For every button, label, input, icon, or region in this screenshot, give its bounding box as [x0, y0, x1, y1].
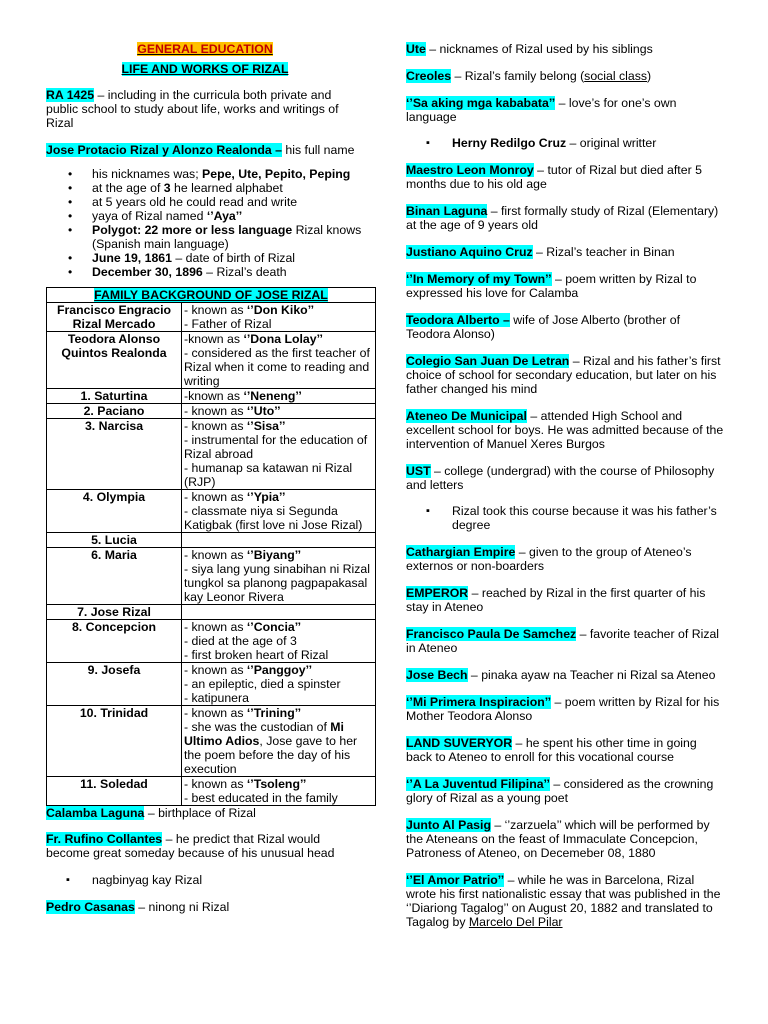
full-name-entry: Jose Protacio Rizal y Alonzo Realonda – his full name — [46, 143, 355, 157]
glossary-entry: Binan Laguna – first formally study of Rizal (Elementary) at the age of 9 years old — [406, 204, 719, 232]
glossary-entry: ‘’In Memory of my Town’’ – poem written by Rizal to expressed his love for Calamba — [406, 272, 697, 300]
table-row — [47, 706, 376, 777]
table-row — [47, 533, 376, 548]
pedro-entry: Pedro Casanas – ninong ni Rizal — [46, 900, 230, 914]
glossary-entry: ‘’A La Juventud Filipina’’ – considered as the crowning glory of Rizal as a young poet — [406, 777, 714, 805]
table-row — [47, 490, 376, 533]
family-member-name: 6. Maria — [47, 548, 182, 605]
family-member-description: - known as ‘’Tsoleng’’ - best educated in the family — [182, 777, 376, 806]
list-item: • at the age of 3 he learned alphabet — [46, 181, 364, 195]
glossary-entry: ‘’El Amor Patrio’’ – while he was in Barcelona, Rizal wrote his first nationalistic essay that was published in the ‘’Diariong Tagalog’’ on August 20, 1882 and translated to Tagalog by Marcelo Del Pilar — [406, 873, 721, 929]
list-item: ▪ nagbinyag kay Rizal — [46, 873, 364, 887]
calamba-entry: Calamba Laguna – birthplace of Rizal — [46, 806, 256, 820]
glossary-entry: Ute – nicknames of Rizal used by his siblings — [406, 42, 653, 56]
glossary-entry: EMPEROR – reached by Rizal in the first quarter of his stay in Ateneo — [406, 586, 706, 614]
table-row — [47, 332, 376, 389]
family-member-name: 10. Trinidad — [47, 706, 182, 777]
family-background-table — [46, 287, 376, 806]
family-member-description — [182, 533, 376, 548]
table-row — [47, 605, 376, 620]
document-title: GENERAL EDUCATION — [137, 42, 273, 56]
family-member-name: Francisco Engracio Rizal Mercado — [47, 303, 182, 332]
family-table-title: FAMILY BACKGROUND OF JOSE RIZAL — [47, 288, 376, 303]
rufino-entry: Fr. Rufino Collantes – he predict that Rizal would become great someday because of his unusual head — [46, 832, 335, 860]
family-member-description: - known as ‘’Trining’’ - she was the custodian of Mi Ultimo Adios, Jose gave to her the poem before the day of his execution — [182, 706, 376, 777]
family-member-description: - known as ‘’Panggoy’’ - an epileptic, died a spinster - katipunera — [182, 663, 376, 706]
glossary-entry: ‘’Mi Primera Inspiracion’’ – poem written by Rizal for his Mother Teodora Alonso — [406, 695, 720, 723]
table-row — [47, 777, 376, 806]
family-member-name: Teodora Alonso Quintos Realonda — [47, 332, 182, 389]
list-item: • at 5 years old he could read and write — [46, 195, 364, 209]
list-item: • Polygot: 22 more or less language Rizal knows (Spanish main language) — [46, 223, 364, 251]
family-member-name: 5. Lucia — [47, 533, 182, 548]
glossary-entry: Junto Al Pasig – ‘’zarzuela’’ which will be performed by the Ateneans on the feast of Immaculate Concepcion, Patroness of Ateneo, on Decemeber 08, 1880 — [406, 818, 710, 860]
glossary-entry: LAND SUVERYOR – he spent his other time in going back to Ateneo to enroll for this vocational course — [406, 736, 697, 764]
family-member-name: 11. Soledad — [47, 777, 182, 806]
list-item: • December 30, 1896 – Rizal’s death — [46, 265, 364, 279]
family-member-description: - known as ‘’Uto’’ — [182, 404, 376, 419]
glossary-entry: Justiano Aquino Cruz – Rizal’s teacher in Binan — [406, 245, 675, 259]
glossary-entry: Jose Bech – pinaka ayaw na Teacher ni Rizal sa Ateneo — [406, 668, 716, 682]
ra-1425-entry: RA 1425 – including in the curricula both private and public school to study about life, works and writings of Rizal — [46, 88, 339, 130]
family-member-name: 4. Olympia — [47, 490, 182, 533]
family-member-name: 8. Concepcion — [47, 620, 182, 663]
family-member-description: - known as ‘’Sisa’’ - instrumental for the education of Rizal abroad - humanap sa katawan ni Rizal (RJP) — [182, 419, 376, 490]
glossary-entry: Creoles – Rizal’s family belong (social class) — [406, 69, 652, 83]
family-member-name: 7. Jose Rizal — [47, 605, 182, 620]
family-member-name: 1. Saturtina — [47, 389, 182, 404]
table-row — [47, 620, 376, 663]
document-subtitle: LIFE AND WORKS OF RIZAL — [121, 62, 289, 76]
glossary-entry: ‘’Sa aking mga kababata’’ – love’s for one’s own language — [406, 96, 677, 124]
table-row — [47, 303, 376, 332]
list-item: • June 19, 1861 – date of birth of Rizal — [46, 251, 364, 265]
family-member-description — [182, 605, 376, 620]
glossary-entry: Colegio San Juan De Letran – Rizal and his father’s first choice of school for secondary education, but later on his father changed his mind — [406, 354, 721, 396]
list-item: ▪ Rizal took this course because it was his father’s degree — [406, 504, 724, 532]
left-column — [46, 42, 370, 914]
family-member-description: - known as ‘’Don Kiko’’ - Father of Rizal — [182, 303, 376, 332]
right-column — [406, 42, 724, 942]
family-member-description: - known as ‘’Ypia’’ - classmate niya si Segunda Katigbak (first love ni Jose Rizal) — [182, 490, 376, 533]
family-member-name: 9. Josefa — [47, 663, 182, 706]
table-row — [47, 663, 376, 706]
list-item: • his nicknames was; Pepe, Ute, Pepito, Peping — [46, 167, 364, 181]
glossary-entry: UST – college (undergrad) with the course of Philosophy and letters — [406, 464, 715, 492]
glossary-entry: Cathargian Empire – given to the group of Ateneo’s externos or non-boarders — [406, 545, 692, 573]
glossary-entry: Maestro Leon Monroy – tutor of Rizal but died after 5 months due to his old age — [406, 163, 702, 191]
family-member-description: -known as ‘’Dona Lolay’’ - considered as the first teacher of Rizal when it come to reading and writing — [182, 332, 376, 389]
family-member-name: 2. Paciano — [47, 404, 182, 419]
table-row — [47, 419, 376, 490]
rufino-list — [46, 873, 364, 887]
glossary-entry: Francisco Paula De Samchez – favorite teacher of Rizal in Ateneo — [406, 627, 720, 655]
list-item: • yaya of Rizal named ‘’Aya’’ — [46, 209, 364, 223]
entry-sublist — [406, 504, 724, 532]
table-row — [47, 548, 376, 605]
rizal-facts-list — [46, 167, 364, 279]
family-member-description: - known as ‘’Concia’’ - died at the age of 3 - first broken heart of Rizal — [182, 620, 376, 663]
glossary-entry: Teodora Alberto – wife of Jose Alberto (brother of Teodora Alonso) — [406, 313, 681, 341]
family-member-description: - known as ‘’Biyang’’ - siya lang yung sinabihan ni Rizal tungkol sa planong pagpapakasal kay Leonor Rivera — [182, 548, 376, 605]
family-member-name: 3. Narcisa — [47, 419, 182, 490]
table-row — [47, 404, 376, 419]
entry-sublist — [406, 136, 724, 150]
list-item: ▪ Herny Redilgo Cruz – original writter — [406, 136, 724, 150]
family-member-description: -known as ‘’Neneng’’ — [182, 389, 376, 404]
glossary-entry: Ateneo De Municipal – attended High School and excellent school for boys. He was admitted because of the intervention of Manuel Xeres Burgos — [406, 409, 724, 451]
table-row — [47, 389, 376, 404]
